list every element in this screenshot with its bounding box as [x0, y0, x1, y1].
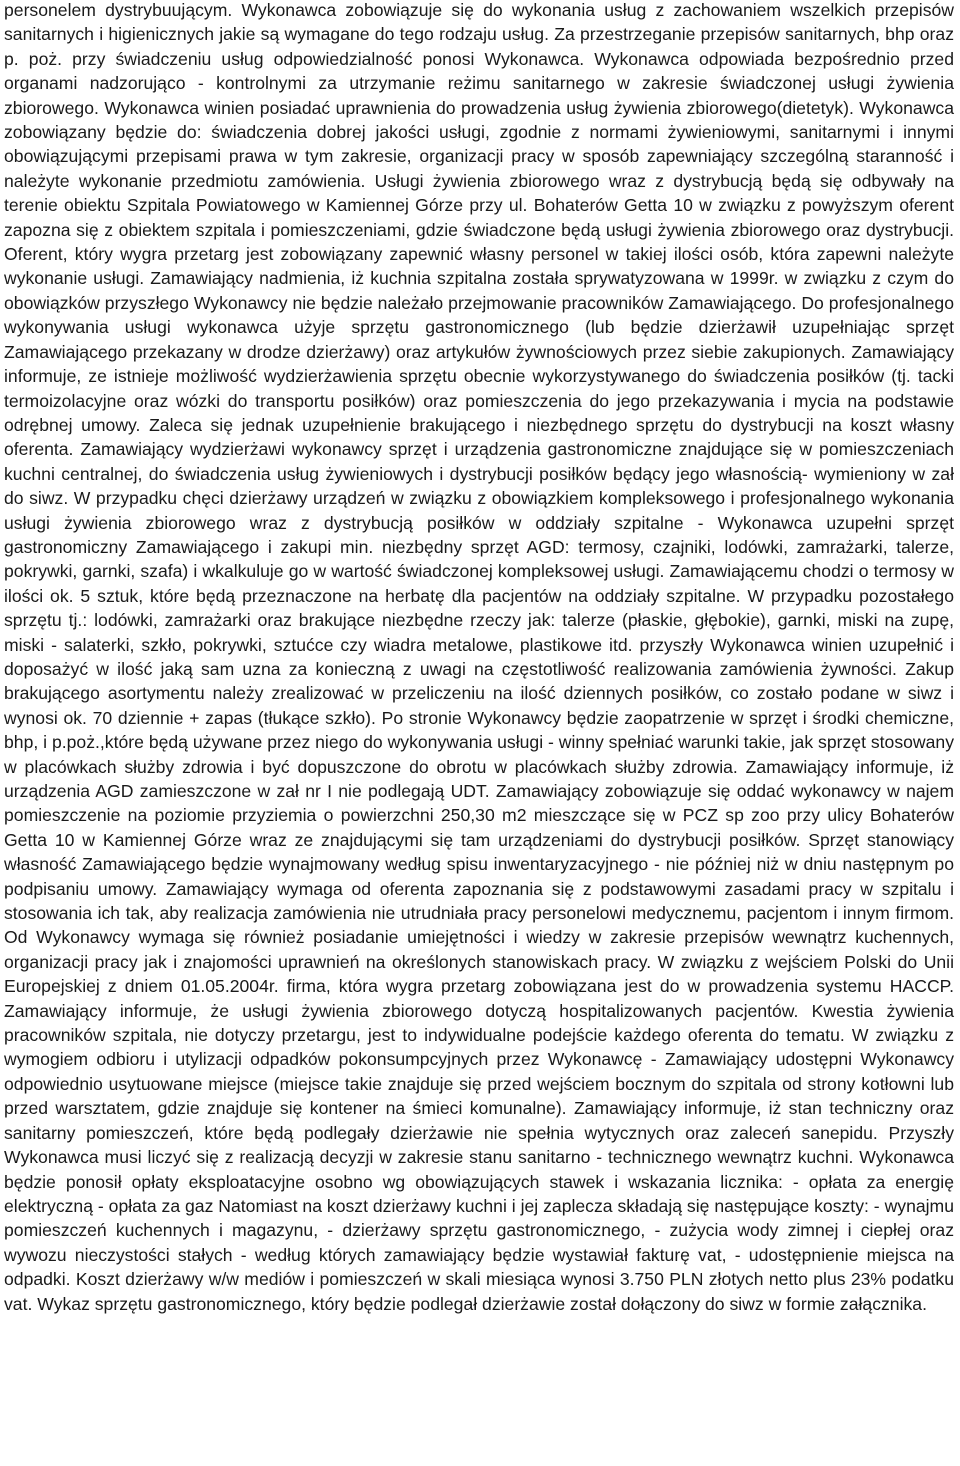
body-paragraph: personelem dystrybuującym. Wykonawca zobowiązuje się do wykonania usług z zachowaniem wszelkich przepisów sanitarnych i higienicznych jakie są wymagane do tego rodzaju usług. Za przestrzeganie przepisów sanitarnych, bhp oraz p. poż. przy świadczeniu usług odpowiedzialność ponosi Wykonawca. Wykonawca odpowiada bezpośrednio przed organami nadzorująco - kontrolnymi za utrzymanie reżimu sanitarnego w zakresie świadczonej usługi żywienia zbiorowego. Wykonawca winien posiadać uprawnienia do prowadzenia usług żywienia zbiorowego(dietetyk). Wykonawca zobowiązany będzie do: świadczenia dobrej jakości usługi, zgodnie z normami żywieniowymi, sanitarnymi i innymi obowiązującymi przepisami prawa w tym zakresie, organizacji pracy w sposób zapewniający szczególną staranność i należyte wykonanie przedmiotu zamówienia. Usługi żywienia zbiorowego wraz z dystrybucją będą się odbywały na terenie obiektu Szpitala Powiatowego w Kamiennej Górze przy ul. Bohaterów Getta 10 w związku z powyższym oferent zapozna się z obiektem szpitala i pomieszczeniami, gdzie świadczone będą usługi żywienia zbiorowego oraz dystrybucji. Oferent, który wygra przetarg jest zobowiązany zapewnić własny personel w takiej ilości osób, która zapewni należyte wykonanie usługi. Zamawiający nadmienia, iż kuchnia szpitalna została sprywatyzowana w 1999r. w związku z czym do obowiązków przyszłego Wykonawcy nie będzie należało przejmowanie pracowników Zamawiającego. Do profesjonalnego wykonywania usługi wykonawca użyje sprzętu gastronomicznego (lub będzie dzierżawił uzupełniając sprzęt Zamawiającego przekazany w drodze dzierżawy) oraz artykułów żywnościowych przez siebie zakupionych. Zamawiający informuje, ze istnieje możliwość wydzierżawienia sprzętu obecnie wykorzystywanego do świadczenia posiłków (tj. tacki termoizolacyjne oraz wózki do transportu posiłków) oraz pomieszczenia do jego przekazywania i mycia na podstawie odrębnej umowy. Zaleca się jednak uzupełnienie brakującego i niezbędnego sprzętu do dystrybucji na koszt własny oferenta. Zamawiający wydzierżawi wykonawcy sprzęt i urządzenia gastronomiczne znajdujące się w pomieszczeniach kuchni centralnej, do świadczenia usług żywieniowych i dystrybucji posiłków będący jego własnością- wymieniony w zał do siwz. W przypadku chęci dzierżawy urządzeń w związku z obowiązkiem kompleksowego i profesjonalnego wykonania usługi żywienia zbiorowego wraz z dystrybucją posiłków w oddziały szpitalne - Wykonawca uzupełni sprzęt gastronomiczny Zamawiającego i zakupi min. niezbędny sprzęt AGD: termosy, czajniki, lodówki, zamrażarki, talerze, pokrywki, garnki, szafa) i wkalkuluje go w wartość świadczonej kompleksowej usługi. Zamawiającemu chodzi o termosy w ilości ok. 5 sztuk, które będą przeznaczone na herbatę dla pacjentów na oddziały szpitalne. W przypadku pozostałego sprzętu tj.: lodówki, zamrażarki oraz brakujące niezbędne rzeczy jak: talerze (płaskie, głębokie), garnki, miski na zupę, miski - salaterki, szkło, pokrywki, sztućce czy wiadra metalowe, plastikowe itd. przyszły Wykonawca winien uzupełnić i doposażyć w ilość jaką sam uzna za konieczną z uwagi na częstotliwość realizowania zamówienia żywności. Zakup brakującego asortymentu należy zrealizować w przeliczeniu na ilość dziennych posiłków, co zostało podane w siwz i wynosi ok. 70 dziennie + zapas (tłukące szkło). Po stronie Wykonawcy będzie zaopatrzenie w sprzęt i środki chemiczne, bhp, i p.poż.,które będą używane przez niego do wykonywania usługi - winny spełniać warunki takie, jak sprzęt stosowany w placówkach służby zdrowia i być dopuszczone do obrotu w placówkach służby zdrowia. Zamawiający informuje, iż urządzenia AGD zamieszczone w zał nr I nie podlegają UDT. Zamawiający zobowiązuje się oddać wykonawcy w najem pomieszczenie na poziomie przyziemia o powierzchni 250,30 m2 mieszczące się w PCZ sp zoo przy ulicy Bohaterów Getta 10 w Kamiennej Górze wraz ze znajdującymi się tam urządzeniami do dystrybucji posiłków. Sprzęt stanowiący własność Zamawiającego będzie wynajmowany według spisu inwentaryzacyjnego - nie później niż w dniu następnym po podpisaniu umowy. Zamawiający wymaga od oferenta zapoznania się z podstawowymi zasadami pracy w szpitalu i stosowania ich tak, aby realizacja zamówienia nie utrudniała pracy personelowi medycznemu, pacjentom i innym firmom. Od Wykonawcy wymaga się również posiadanie umiejętności i wiedzy w zakresie przepisów wewnątrz kuchennych, organizacji pracy jak i znajomości uprawnień na określonych stanowiskach pracy. W związku z wejściem Polski do Unii Europejskiej z dniem 01.05.2004r. firma, która wygra przetarg zobowiązana jest do w prowadzenia systemu HACCP. Zamawiający informuje, że usługi żywienia zbiorowego dotyczą hospitalizowanych pacjentów. Kwestia żywienia pracowników szpitala, nie dotyczy przetargu, jest to indywidualne podejście każdego oferenta do tematu. W związku z wymogiem odbioru i utylizacji odpadków pokonsumpcyjnych przez Wykonawcę - Zamawiający udostępni Wykonawcy odpowiednio usytuowane miejsce (miejsce takie znajduje się przed wejściem bocznym do szpitala od strony kotłowni lub przed warsztatem, gdzie znajduje się kontener na śmieci komunalne). Zamawiający informuje, iż stan techniczny oraz sanitarny pomieszczeń, które będą podlegały dzierżawie nie spełnia wytycznych oraz zaleceń sanepidu. Przyszły Wykonawca musi liczyć się z realizacją decyzji w zakresie stanu sanitarno - technicznego wewnątrz kuchni. Wykonawca będzie ponosił opłaty eksploatacyjne osobno wg obowiązujących stawek i wskazania licznika: - opłata za energię elektryczną - opłata za gaz Natomiast na koszt dzierżawy kuchni i jej zaplecza składają się następujące koszty: - wynajmu pomieszczeń kuchennych i magazynu, - dzierżawy sprzętu gastronomicznego, - zużycia wody zimnej i ciepłej oraz wywozu nieczystości stałych - według których zamawiający będzie wystawiał fakturę vat, - udostępnienie miejsca na odpadki. Koszt dzierżawy w/w mediów i pomieszczeń w skali miesiąca wynosi 3.750 PLN złotych netto plus 23% podatku vat. Wykaz sprzętu gastronomicznego, który będzie podlegał dzierżawie został dołączony do siwz w formie załącznika. [4, 0, 954, 1314]
